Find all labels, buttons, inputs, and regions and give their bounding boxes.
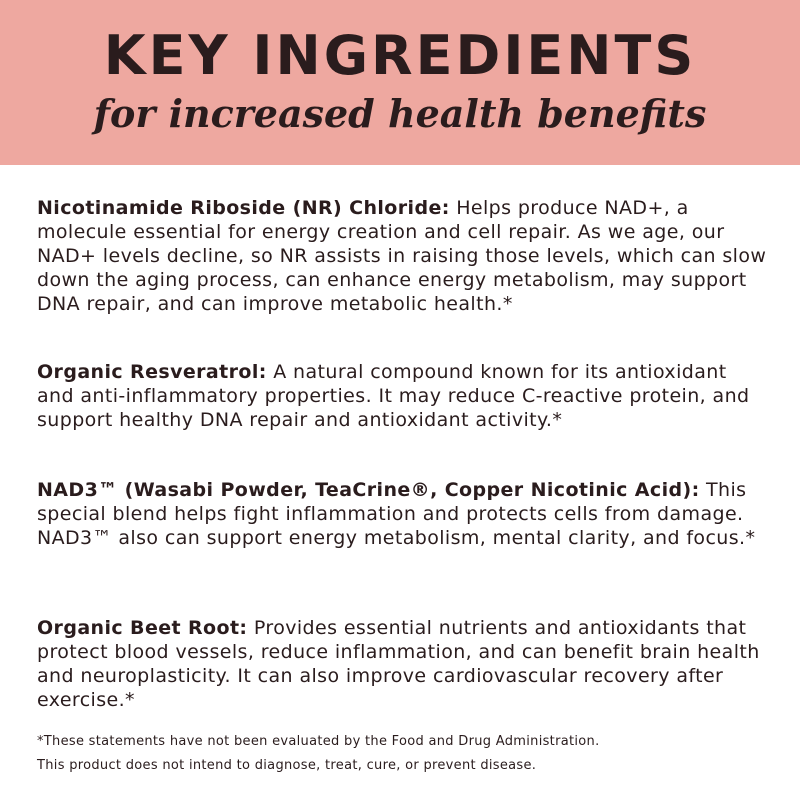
ingredient-name: NAD3™ (Wasabi Powder, TeaCrine®, Copper Nicotinic Acid): bbox=[37, 479, 700, 501]
ingredient-organic-resveratrol bbox=[37, 360, 767, 432]
ingredient-nad3 bbox=[37, 478, 767, 550]
header-banner bbox=[0, 0, 800, 165]
ingredient-description: Helps produce NAD+, a molecule essential for energy creation and cell repair. As we age, our NAD+ levels decline, so NR assists in raising those levels, which can slow down the aging process, can enhance energy metabolism, may support DNA repair, and can improve metabolic health.* bbox=[37, 197, 767, 315]
disclaimer-line-2: This product does not intend to diagnose, treat, cure, or prevent disease. bbox=[37, 758, 537, 773]
ingredient-name: Nicotinamide Riboside (NR) Chloride: bbox=[37, 197, 450, 219]
page-subtitle: for increased health benefits bbox=[93, 91, 707, 136]
ingredient-name: Organic Resveratrol: bbox=[37, 361, 267, 383]
fda-disclaimer bbox=[37, 730, 767, 778]
ingredient-description: A natural compound known for its antioxidant and anti-inflammatory properties. It may reduce C-reactive protein, and support healthy DNA repair and antioxidant activity.* bbox=[37, 361, 750, 431]
ingredient-description: This special blend helps fight inflammation and protects cells from damage. NAD3™ also can support energy metabolism, mental clarity, and focus.* bbox=[37, 479, 756, 549]
ingredient-name: Organic Beet Root: bbox=[37, 617, 248, 639]
ingredient-nicotinamide-riboside bbox=[37, 196, 767, 316]
disclaimer-line-1: *These statements have not been evaluated by the Food and Drug Administration. bbox=[37, 734, 600, 749]
ingredient-description: Provides essential nutrients and antioxidants that protect blood vessels, reduce inflammation, and can benefit brain health and neuroplasticity. It can also improve cardiovascular recovery after exercise.* bbox=[37, 617, 760, 711]
page-title: KEY INGREDIENTS bbox=[103, 24, 697, 87]
ingredient-organic-beet-root bbox=[37, 616, 767, 712]
